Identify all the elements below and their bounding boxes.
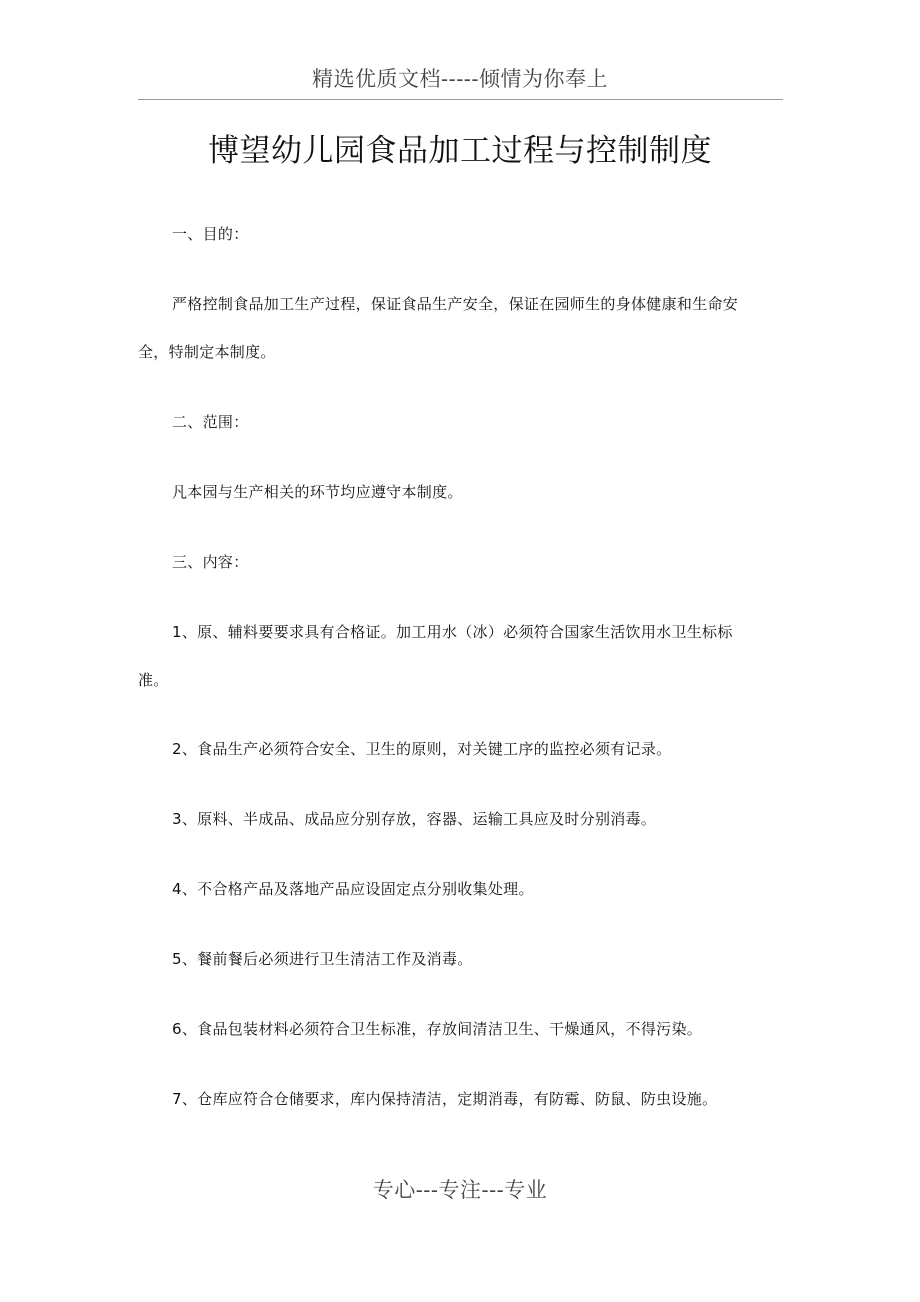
list-item-1 [138, 620, 783, 692]
purpose-paragraph [138, 292, 783, 364]
item-2-text: 2、食品生产必须符合安全、卫生的原则，对关键工序的监控必须有记录。 [172, 740, 672, 758]
document-title: 博望幼儿园食品加工过程与控制制度 [208, 133, 712, 169]
scope-paragraph [138, 480, 783, 504]
item-5-text: 5、餐前餐后必须进行卫生清洁工作及消毒。 [172, 950, 473, 968]
content-heading-text: 三、内容： [172, 553, 249, 571]
list-item-6 [138, 1017, 783, 1041]
scope-text: 凡本园与生产相关的环节均应遵守本制度。 [172, 483, 463, 501]
item-6-text: 6、食品包装材料必须符合卫生标准，存放间清洁卫生、干燥通风，不得污染。 [172, 1020, 703, 1038]
list-item-7 [138, 1087, 783, 1111]
purpose-line-1: 严格控制食品加工生产过程，保证食品生产安全，保证在园师生的身体健康和生命安 [172, 295, 739, 313]
page-footer: 专心---专注---专业 [372, 1178, 548, 1202]
list-item-4 [138, 877, 783, 901]
header-divider [138, 99, 783, 100]
page-header: 精选优质文档-----倾情为你奉上 [312, 67, 608, 91]
content-heading [138, 550, 783, 574]
item-1-line-2: 准。 [138, 671, 169, 689]
list-item-5 [138, 947, 783, 971]
list-item-3 [138, 807, 783, 831]
purpose-line-2: 全，特制定本制度。 [138, 343, 276, 361]
list-item-2 [138, 737, 783, 761]
purpose-heading-text: 一、目的： [172, 225, 249, 243]
item-3-text: 3、原料、半成品、成品应分别存放，容器、运输工具应及时分别消毒。 [172, 810, 657, 828]
item-7-text: 7、仓库应符合仓储要求，库内保持清洁，定期消毒，有防霉、防鼠、防虫设施。 [172, 1090, 718, 1108]
purpose-heading [138, 222, 783, 246]
item-4-text: 4、不合格产品及落地产品应设固定点分别收集处理。 [172, 880, 534, 898]
scope-heading-text: 二、范围： [172, 413, 249, 431]
scope-heading [138, 410, 783, 434]
item-1-line-1: 1、原、辅料要要求具有合格证。加工用水（冰）必须符合国家生活饮用水卫生标标 [172, 623, 733, 641]
